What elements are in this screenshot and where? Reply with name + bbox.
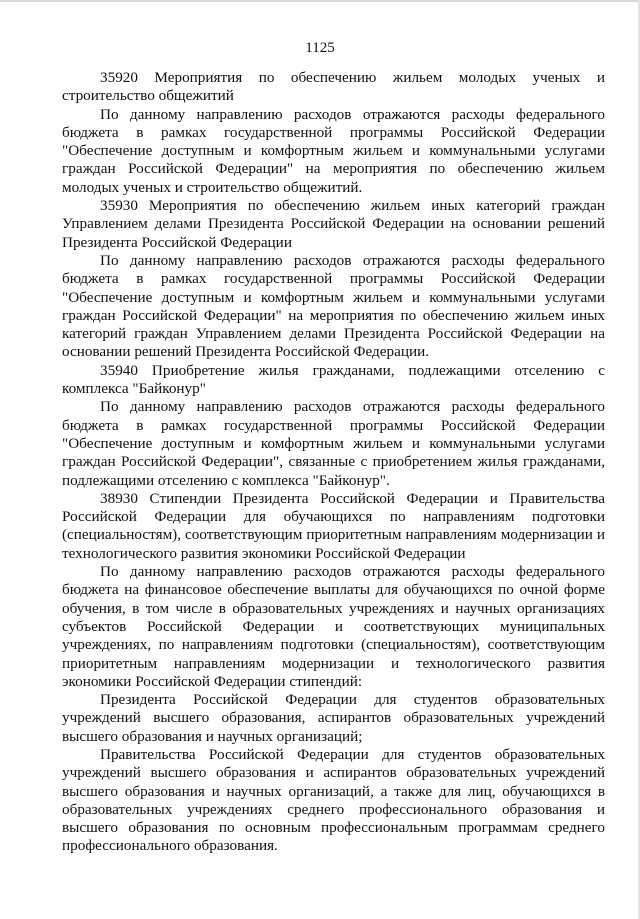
code-heading-38930: 38930 Стипендии Президента Российской Федерации и Правительства Российской Федерации для обучающихся по направлениям подготовки (специальностям), соответствующим приоритетным направлениям модернизации и технологического развития экономики Российской Федерации xyxy=(62,489,605,562)
description-38930: По данному направлению расходов отражаются расходы федерального бюджета на финансовое обеспечение выплаты для обучающихся по очной форме обучения, в том числе в образовательных учреждениях и научных организациях субъектов Российской Федерации и соответствующих муниципальных учреждениях, по направлениям подготовки (специальностям), соответствующим приоритетным направлениям модернизации и технологического развития экономики Российской Федерации стипендий: xyxy=(62,563,605,690)
code-heading-35920: 35920 Мероприятия по обеспечению жильем молодых ученых и строительство общежитий xyxy=(62,69,605,105)
page-number: 1125 xyxy=(305,40,335,56)
code-heading-35940: 35940 Приобретение жилья гражданами, подлежащими отселению с комплекса "Байконур" xyxy=(62,361,605,398)
stipend-president-item: Президента Российской Федерации для студентов образовательных учреждений высшего образования, аспирантов образовательных учреждений высшего образования и научных организаций; xyxy=(62,691,605,745)
description-35920: По данному направлению расходов отражаются расходы федерального бюджета в рамках государственной программы Российской Федерации "Обеспечение доступным и комфортным жильем и коммунальными услугами граждан Российской Федерации" на мероприятия по обеспечению жильем молодых ученых и строительство общежитий. xyxy=(62,105,605,196)
description-35940: По данному направлению расходов отражаются расходы федерального бюджета в рамках государственной программы Российской Федерации "Обеспечение доступным и комфортным жильем и коммунальными услугами граждан Российской Федерации", связанные с приобретением жилья гражданами, подлежащими отселению с комплекса "Байконур". xyxy=(62,398,605,489)
document-body xyxy=(62,69,605,856)
stipend-government-item: Правительства Российской Федерации для студентов образовательных учреждений высшего образования и аспирантов образовательных учреждений высшего образования и научных организаций, а также для лиц, обучающихся в образовательных учреждениях среднего профессионального образования и высшего образования по основным профессиональным программам среднего профессионального образования. xyxy=(62,745,605,855)
description-35930: По данному направлению расходов отражаются расходы федерального бюджета в рамках государственной программы Российской Федерации "Обеспечение доступным и комфортным жильем и коммунальными услугами граждан Российской Федерации" на мероприятия по обеспечению жильем иных категорий граждан Управлением делами Президента Российской Федерации на основании решений Президента Российской Федерации. xyxy=(62,251,605,361)
scan-edge-top xyxy=(0,0,640,2)
code-heading-35930: 35930 Мероприятия по обеспечению жильем иных категорий граждан Управлением делами Президента Российской Федерации на основании решений Президента Российской Федерации xyxy=(62,197,605,251)
